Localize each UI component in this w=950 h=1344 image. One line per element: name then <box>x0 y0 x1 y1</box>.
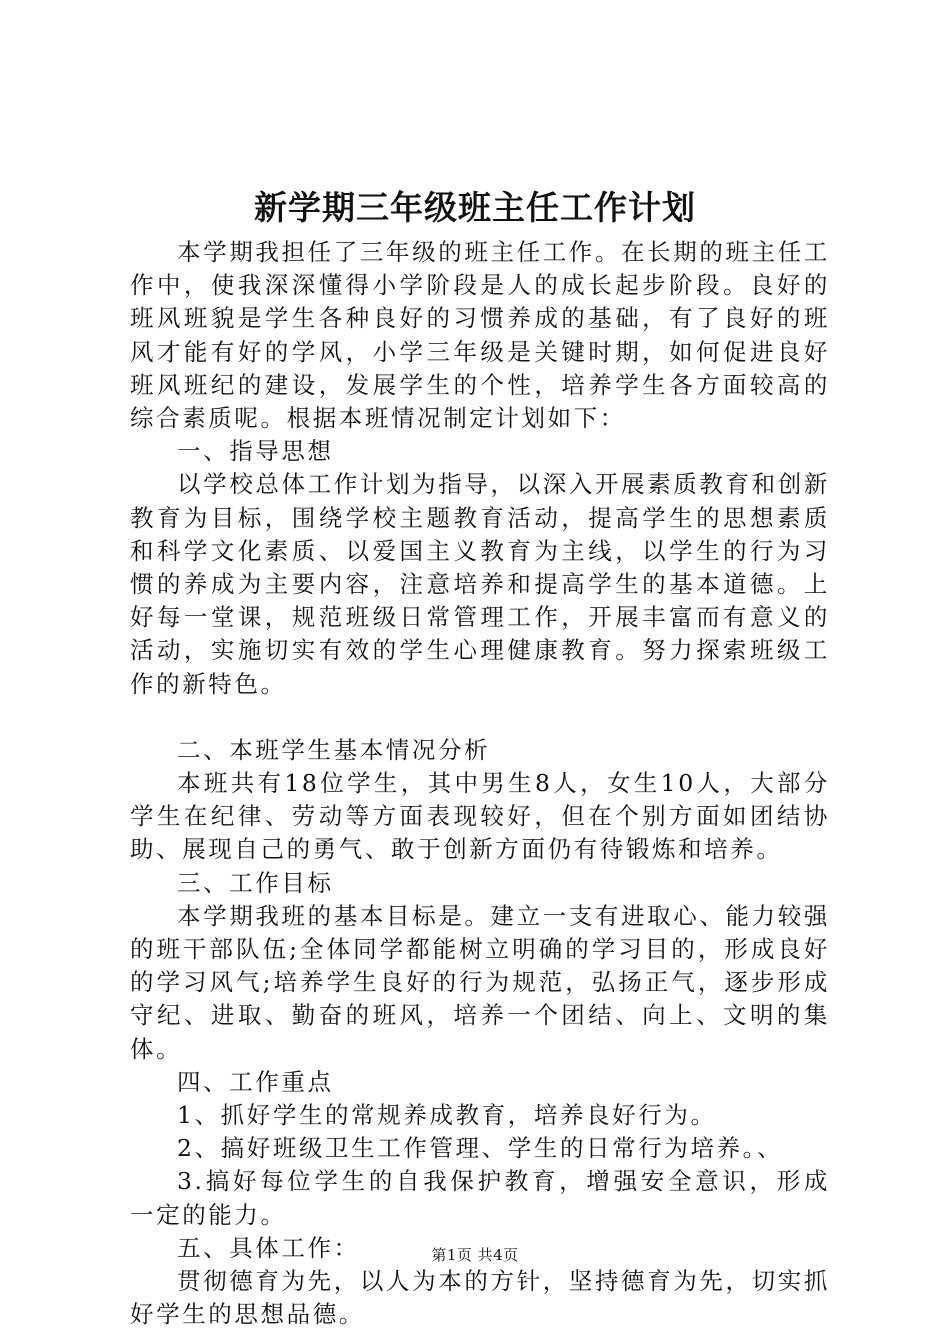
guiding-thought-paragraph: 以学校总体工作计划为指导，以深入开展素质教育和创新教育为目标，围绕学校主题教育活动，提高学生的思想素质和科学文化素质、以爱国主义教育为主线，以学生的行为习惯的养成为主要内容，注意培养和提高学生的基本道德。上好每一堂课，规范班级日常管理工作，开展丰富而有意义的活动，实施切实有效的学生心理健康教育。努力探索班级工作的新特色。 <box>130 470 830 698</box>
specific-work-paragraph: 贯彻德育为先，以人为本的方针，坚持德育为先，切实抓好学生的思想品德。 <box>130 1267 830 1329</box>
work-focus-item-1: 1、抓好学生的常规养成教育，培养良好行为。 <box>177 1101 717 1130</box>
paragraph-spacer <box>130 701 830 734</box>
intro-paragraph: 本学期我担任了三年级的班主任工作。在长期的班主任工作中，使我深深懂得小学阶段是人的成长起步阶段。良好的班风班貌是学生各种良好的习惯养成的基础，有了良好的班风才能有好的学风，小学三年级是关键时期，如何促进良好班风班纪的建设，发展学生的个性，培养学生各方面较高的综合素质呢。根据本班情况制定计划如下： <box>130 238 830 433</box>
document-body <box>130 236 830 1332</box>
section-heading-class-analysis: 二、本班学生基本情况分析 <box>177 735 491 764</box>
class-analysis-paragraph: 本班共有18位学生，其中男生8人，女生10人，大部分学生在纪律、劳动等方面表现较好，但在个别方面如团结协助、展现自己的勇气、敢于创新方面仍有待锻炼和培养。 <box>130 769 830 864</box>
work-goals-paragraph: 本学期我班的基本目标是。建立一支有进取心、能力较强的班干部队伍;全体同学都能树立明确的学习目的，形成良好的学习风气;培养学生良好的行为规范，弘扬正气，逐步形成守纪、进取、勤奋的班风，培养一个团结、向上、文明的集体。 <box>130 901 830 1063</box>
section-heading-work-goals: 三、工作目标 <box>177 868 334 897</box>
section-heading-specific-work: 五、具体工作： <box>177 1233 360 1262</box>
section-heading-work-focus: 四、工作重点 <box>177 1067 334 1096</box>
page-number-footer: 第1页 共4页 <box>431 1246 519 1264</box>
work-focus-item-2: 2、搞好班级卫生工作管理、学生的日常行为培养。、 <box>177 1134 784 1163</box>
section-heading-guiding-thought: 一、指导思想 <box>177 437 334 466</box>
document-title: 新学期三年级班主任工作计划 <box>254 188 696 227</box>
work-focus-item-3: 3.搞好每位学生的自我保护教育，增强安全意识，形成一定的能力。 <box>130 1167 830 1229</box>
